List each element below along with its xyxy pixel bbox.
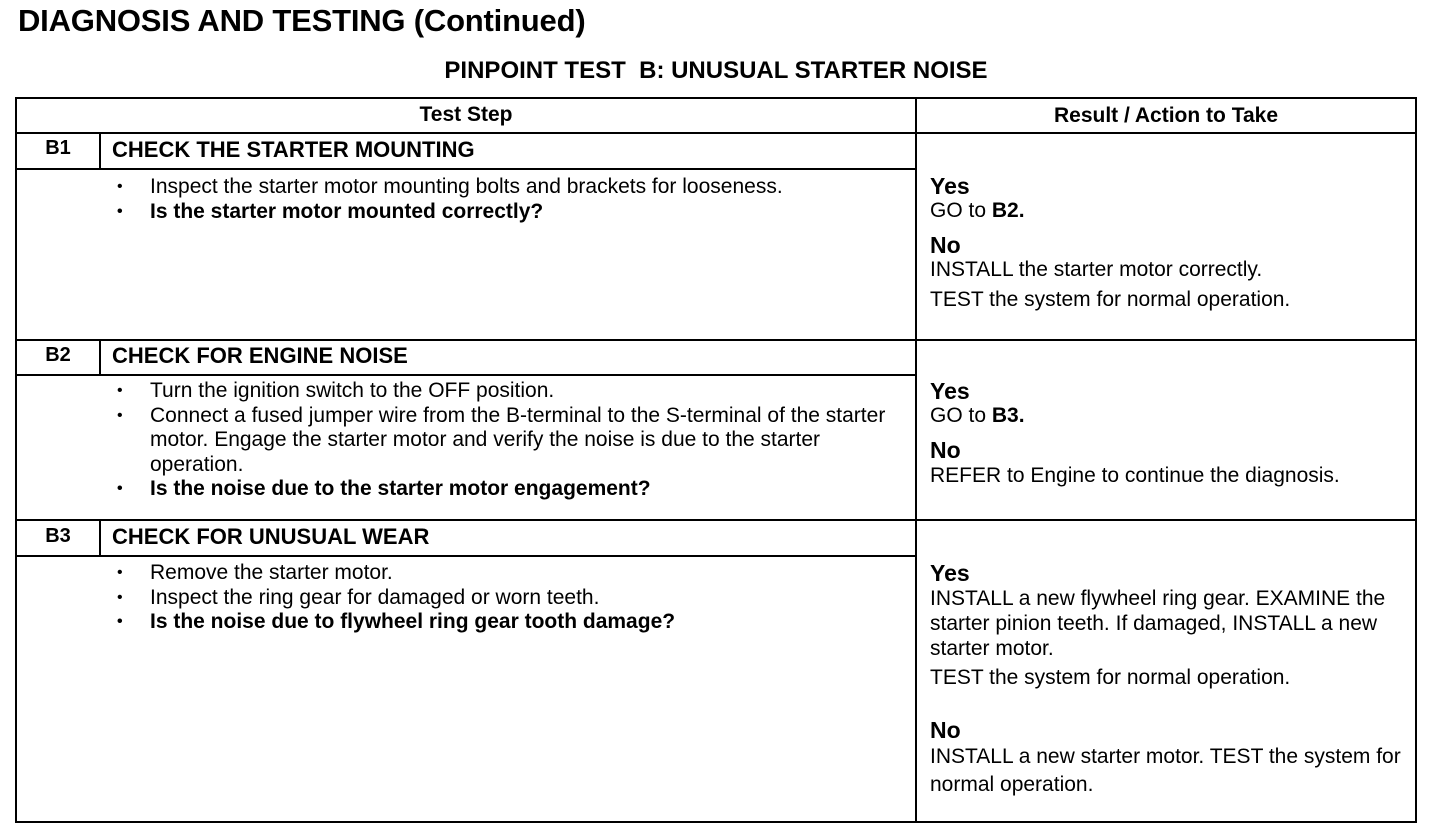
step-result — [930, 379, 1410, 488]
step-id: B1 — [45, 137, 71, 159]
step-id-divider — [99, 134, 101, 170]
result-yes-label: Yes — [930, 560, 970, 586]
result-no-label: No — [930, 232, 961, 258]
step-reference: B3. — [991, 404, 1025, 427]
result-no-action: REFER to Engine to continue the diagnosis. — [930, 464, 1340, 487]
step-question: • Is the noise due to flywheel ring gear tooth damage? — [117, 610, 676, 633]
step-question: • Is the noise due to the starter motor engagement? — [117, 477, 651, 500]
step-id-divider — [99, 521, 101, 557]
bullet-icon: • — [117, 406, 123, 424]
result-no-action: INSTALL a new starter motor. TEST the system for normal operation. — [930, 745, 1401, 796]
instruction-item: • Inspect the ring gear for damaged or worn teeth. — [117, 585, 600, 609]
header-divider — [17, 132, 1415, 134]
column-header-result-action: Result / Action to Take — [1053, 104, 1279, 127]
bullet-icon: • — [117, 382, 123, 399]
step-instructions — [112, 561, 902, 635]
column-divider — [915, 99, 917, 821]
step-id-divider — [99, 341, 101, 376]
result-yes-action: GO to B3. — [930, 404, 1025, 427]
instruction-item: • Inspect the starter motor mounting bolts and brackets for looseness. — [117, 175, 783, 198]
bullet-icon: • — [117, 613, 123, 630]
result-yes-action: TEST the system for normal operation. — [930, 666, 1291, 689]
step-result — [930, 561, 1410, 799]
bullet-icon: • — [117, 588, 123, 606]
step-instructions — [112, 379, 902, 502]
step-title: CHECK FOR ENGINE NOISE — [112, 343, 408, 368]
step-title: CHECK THE STARTER MOUNTING — [112, 137, 475, 162]
step-title: CHECK FOR UNUSUAL WEAR — [112, 524, 430, 549]
result-yes-label: Yes — [930, 378, 970, 404]
step-id: B3 — [45, 525, 71, 547]
step-question: • Is the starter motor mounted correctly? — [117, 199, 544, 223]
bullet-icon: • — [117, 178, 123, 195]
step-id: B2 — [45, 344, 71, 366]
step-title-divider — [17, 555, 915, 557]
step-result — [930, 174, 1410, 312]
result-yes-label: Yes — [930, 173, 970, 199]
pinpoint-test-table — [15, 97, 1417, 823]
step-reference: B2. — [991, 199, 1025, 222]
step-title-divider — [17, 168, 915, 170]
bullet-icon: • — [117, 564, 123, 581]
result-yes-action: INSTALL a new flywheel ring gear. EXAMINE the starter pinion teeth. If damaged, INSTALL a new starter motor. — [930, 587, 1386, 660]
column-header-test-step: Test Step — [419, 103, 513, 126]
result-no-action: TEST the system for normal operation. — [930, 288, 1291, 311]
step-divider — [17, 339, 1415, 341]
bullet-icon: • — [117, 202, 123, 220]
pinpoint-test-title: PINPOINT TEST B: UNUSUAL STARTER NOISE — [444, 57, 988, 84]
result-no-label: No — [930, 717, 961, 743]
result-no-label: No — [930, 437, 961, 463]
page-heading: DIAGNOSIS AND TESTING (Continued) — [18, 3, 586, 38]
result-yes-action: GO to B2. — [930, 199, 1025, 222]
bullet-icon: • — [117, 480, 123, 497]
step-divider — [17, 519, 1415, 521]
instruction-item: • Turn the ignition switch to the OFF position. — [117, 379, 555, 402]
step-title-divider — [17, 374, 915, 376]
instruction-item: • Remove the starter motor. — [117, 561, 393, 584]
instruction-item: • Connect a fused jumper wire from the B-terminal to the S-terminal of the starter motor. Engage the starter motor and verify the noise is due to the starter operation. — [117, 403, 886, 476]
step-instructions — [112, 175, 902, 224]
result-no-action: INSTALL the starter motor correctly. — [930, 258, 1263, 281]
